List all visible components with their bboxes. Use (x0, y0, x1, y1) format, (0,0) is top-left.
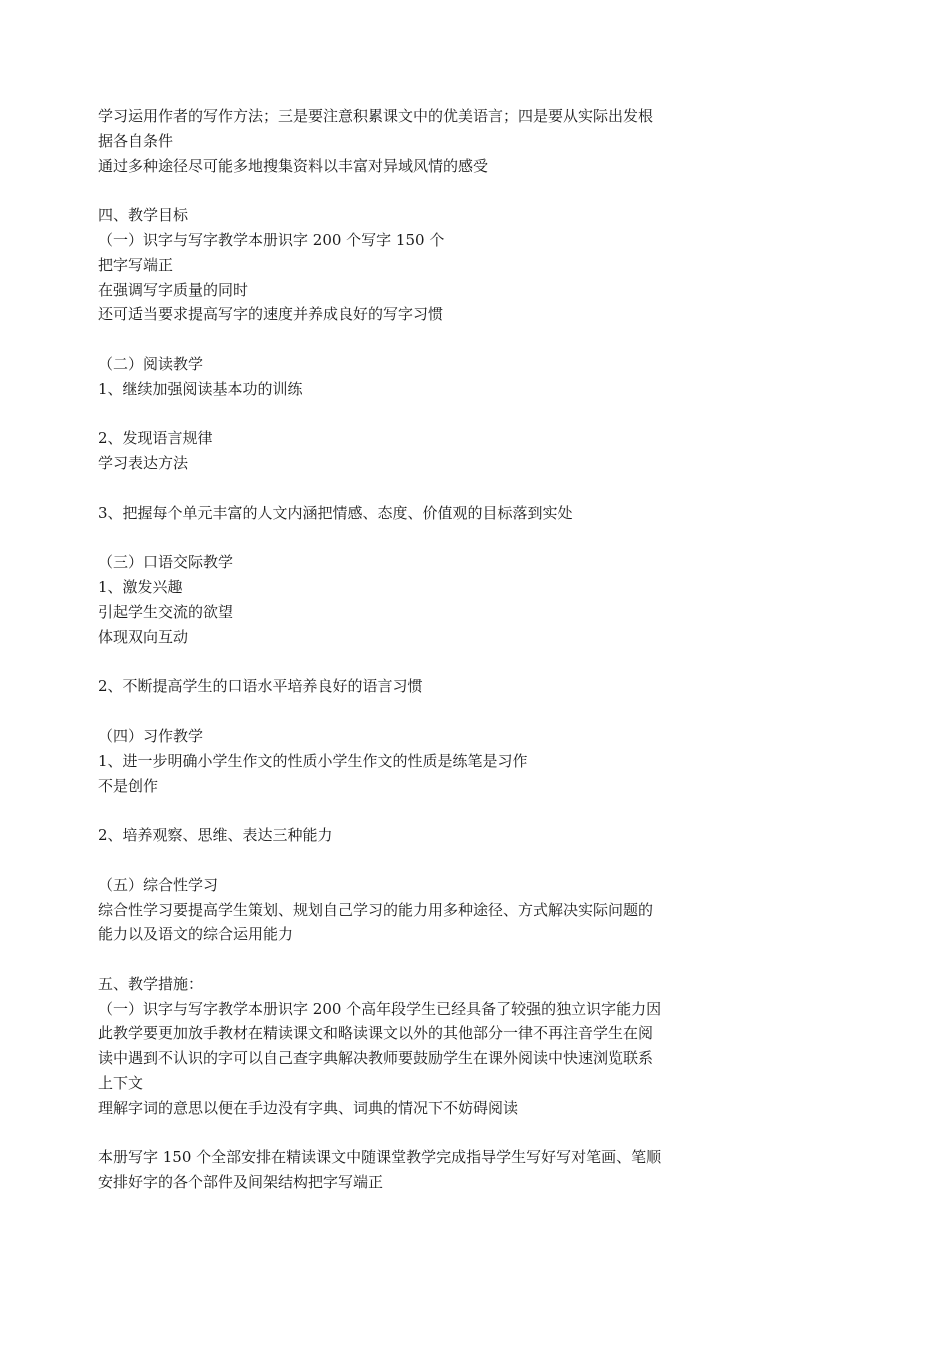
text-line: 3、把握每个单元丰富的人文内涵把情感、态度、价值观的目标落到实处 (98, 503, 573, 522)
text-line: 1、进一步明确小学生作文的性质小学生作文的性质是练笔是习作 (98, 751, 528, 770)
text-line: 还可适当要求提高写字的速度并养成良好的写字习惯 (98, 305, 444, 324)
subsection-heading: （二）阅读教学 (98, 354, 204, 373)
text-line: 1、继续加强阅读基本功的训练 (98, 379, 303, 398)
paragraph-gap (98, 848, 738, 873)
paragraph-humanistic (98, 501, 738, 526)
text-line: 把字写端正 (98, 255, 174, 274)
text-line: 此教学要更加放手教材在精读课文和略读课文以外的其他部分一律不再注音学生在阅 (98, 1024, 654, 1043)
paragraph-gap (98, 947, 738, 972)
subsection-composition (98, 724, 738, 798)
text-line: 安排好字的各个部件及间架结构把字写端正 (98, 1173, 384, 1192)
text-line: 读中遇到不认识的字可以自己查字典解决教师要鼓励学生在课外阅读中快速浏览联系 (98, 1049, 654, 1068)
subsection-heading: （三）口语交际教学 (98, 553, 234, 572)
text-line: 2、培养观察、思维、表达三种能力 (98, 826, 333, 845)
section-heading: 四、教学目标 (98, 206, 189, 225)
paragraph-gap (98, 327, 738, 352)
document-body (98, 104, 738, 1195)
paragraph-gap (98, 526, 738, 551)
subsection-heading: （四）习作教学 (98, 726, 204, 745)
paragraph-three-abilities (98, 823, 738, 848)
text-line: 本册写字 150 个全部安排在精读课文中随课堂教学完成指导学生写好写对笔画、笔顺 (98, 1148, 662, 1167)
subsection-comprehensive (98, 873, 738, 947)
section-heading: 五、教学措施： (98, 974, 204, 993)
text-line: 在强调写字质量的同时 (98, 280, 249, 299)
text-line: 理解字词的意思以便在手边没有字典、词典的情况下不妨碍阅读 (98, 1098, 519, 1117)
text-line: （一）识字与写字教学本册识字 200 个高年段学生已经具备了较强的独立识字能力因 (98, 999, 662, 1018)
paragraph-gap (98, 699, 738, 724)
text-line: 引起学生交流的欲望 (98, 602, 234, 621)
text-line: 2、发现语言规律 (98, 429, 213, 448)
subsection-heading: （一）识字与写字教学本册识字 200 个写字 150 个 (98, 230, 445, 249)
text-line: 学习运用作者的写作方法；三是要注意积累课文中的优美语言；四是要从实际出发根 (98, 107, 654, 125)
text-line: 2、不断提高学生的口语水平培养良好的语言习惯 (98, 677, 423, 696)
paragraph-gap (98, 650, 738, 675)
subsection-reading (98, 352, 738, 402)
text-line: 1、激发兴趣 (98, 578, 183, 597)
subsection-oral (98, 550, 738, 649)
text-line: 通过多种途径尽可能多地搜集资料以丰富对异域风情的感受 (98, 156, 489, 175)
paragraph-gap (98, 476, 738, 501)
text-line: 能力以及语文的综合运用能力 (98, 925, 294, 944)
text-line: 上下文 (98, 1074, 144, 1093)
subsection-heading: （五）综合性学习 (98, 875, 219, 894)
paragraph-language-rules (98, 426, 738, 476)
paragraph-gap (98, 402, 738, 427)
paragraph-oral-level (98, 674, 738, 699)
paragraph-gap (98, 178, 738, 203)
section-teaching-goals (98, 203, 738, 327)
section-teaching-measures (98, 972, 738, 1121)
paragraph-gap (98, 798, 738, 823)
text-line: 据各自条件 (98, 131, 174, 150)
text-line: 综合性学习要提高学生策划、规划自己学习的能力用多种途径、方式解决实际问题的 (98, 900, 654, 919)
text-line: 体现双向互动 (98, 627, 189, 646)
text-line: 学习表达方法 (98, 454, 189, 473)
paragraph-writing-methods (98, 104, 738, 178)
paragraph-gap (98, 1121, 738, 1146)
text-line: 不是创作 (98, 776, 159, 795)
paragraph-writing-150 (98, 1145, 738, 1195)
